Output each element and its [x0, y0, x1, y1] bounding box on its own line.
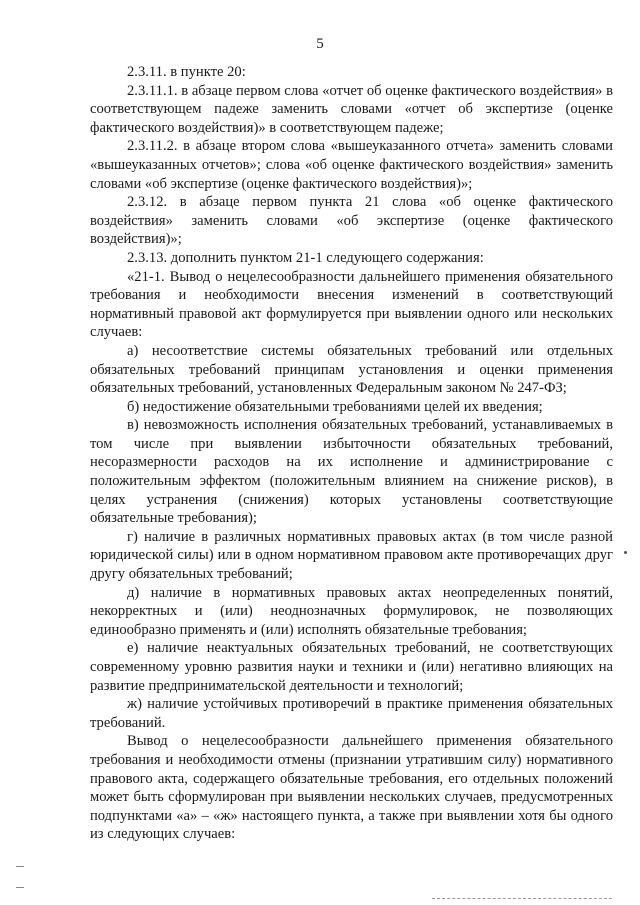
paragraph: 2.3.11.2. в абзаце втором слова «вышеуказанного отчета» заменить словами «вышеуказанных отчетов»; слова «об оценке фактического воздействия» заменить словами «об экспертизе (оценке фактического воздействия)»; — [90, 138, 613, 192]
paragraph: а) несоответствие системы обязательных требований или отдельных обязательных требований принципам установления и оценки применения обязательных требований, установленных Федеральным законом № 247-ФЗ; — [90, 342, 613, 397]
paragraph: 2.3.11. в пункте 20: — [127, 64, 246, 80]
page-number: 5 — [316, 36, 324, 52]
paragraph: д) наличие в нормативных правовых актах неопределенных понятий, некорректных и (или) неоднозначных формулировок, не позволяющих единообразно применять и (или) исполнять обязательные требования; — [90, 584, 613, 638]
paragraph: б) недостижение обязательными требованиями целей их введения; — [127, 398, 543, 415]
scan-footer-line — [432, 898, 612, 900]
paragraph: в) невозможность исполнения обязательных требований, устанавливаемых в том числе при выявлении избыточности обязательных требований, несоразмерности расходов на их исполнение и администрирование с положительным эффектом (положительным влиянием на снижение рисков), в целях устранения (снижения) которых установлены соответствующие обязательные требования); — [90, 417, 613, 527]
document-body — [90, 63, 613, 844]
scan-margin-mark — [16, 887, 24, 888]
paragraph: «21-1. Вывод о нецелесообразности дальнейшего применения обязательного требования и необходимости внесения изменений в соответствующий нормативный правовой акт формулируется при выявлении одного или нескольких случаев: — [90, 268, 613, 341]
paragraph: е) наличие неактуальных обязательных требований, не соответствующих современному уровню развития науки и техники и (или) негативно влияющих на развитие предпринимательской деятельности и технологий; — [90, 640, 613, 694]
paragraph: ж) наличие устойчивых противоречий в практике применения обязательных требований. — [90, 696, 613, 731]
paragraph: 2.3.11.1. в абзаце первом слова «отчет об оценке фактического воздействия» в соответствующем падеже заменить словами «отчет об экспертизе (оценке фактического воздействия)» в соответствующем падеже; — [90, 82, 613, 136]
paragraph: 2.3.12. в абзаце первом пункта 21 слова «об оценке фактического воздействия» заменить словами «об экспертизе (оценке фактического воздействия)»; — [90, 194, 613, 248]
scan-speck — [624, 551, 627, 554]
paragraph: г) наличие в различных нормативных правовых актах (в том числе разной юридической силы) или в одном нормативном правовом акте противоречащих друг другу обязательных требований; — [90, 528, 613, 583]
scan-margin-mark — [16, 866, 24, 867]
paragraph: Вывод о нецелесообразности дальнейшего применения обязательного требования и необходимости отмены (признании утратившим силу) нормативного правового акта, содержащего обязательные требования, его отдельных положений может быть сформулирован при выявлении нескольких случаев, предусмотренных подпунктами «а» – «ж» настоящего пункта, а также при выявлении хотя бы одного из следующих случаев: — [90, 733, 613, 843]
paragraph: 2.3.13. дополнить пунктом 21-1 следующего содержания: — [127, 249, 484, 266]
